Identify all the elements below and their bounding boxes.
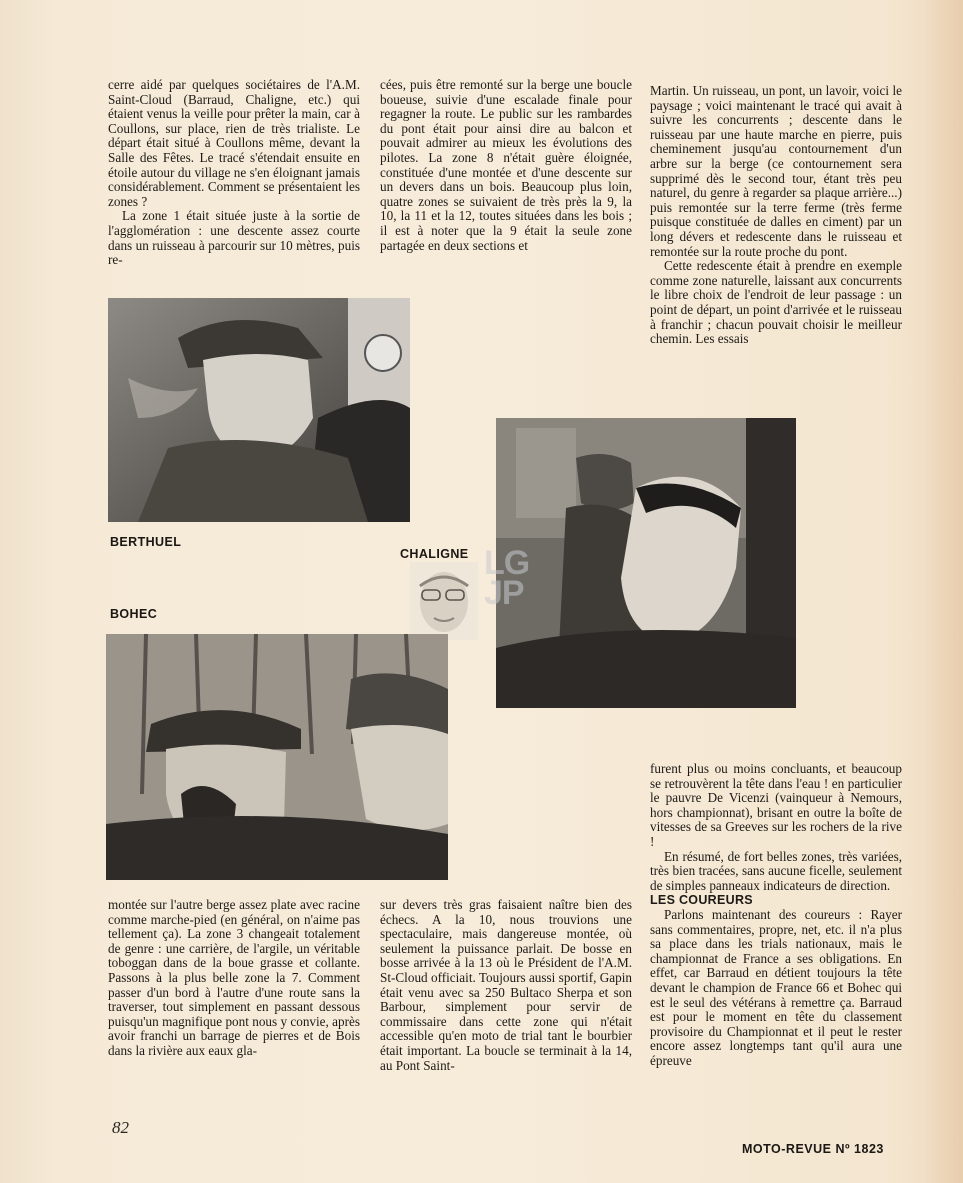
photo-bohec <box>106 634 448 880</box>
photo-berthuel-image <box>108 298 410 522</box>
paragraph: La zone 1 était située juste à la sortie de l'agglomération : une descente assez courte dans un ruisseau à parcourir sur 10 mètres, puis re- <box>108 208 360 268</box>
column-top-right <box>650 84 902 347</box>
caption-berthuel: BERTHUEL <box>110 535 182 549</box>
paragraph: sur devers très gras faisaient naître bien des échecs. A la 10, nous trouvions une spectaculaire, mais dangereuse montée, où seulement la puissance parlait. De bosse en bosse arrivée à la 13 où le Président de l'A.M. St-Cloud officiait. Toujours aussi sportif, Gapin était venu avec sa 250 Bultaco Sherpa et son Barbour, simplement pour servir de commissaire dans cette zone qui n'était accessible qu'en moto de trial tant le bourbier était important. La boucle se terminait à la 14, au Pont Saint- <box>380 897 632 1073</box>
caption-bohec: BOHEC <box>110 607 158 621</box>
column-middle-right <box>650 762 902 1068</box>
column-bottom-left <box>108 898 360 1059</box>
page-number: 82 <box>112 1118 129 1137</box>
photo-berthuel <box>108 298 410 522</box>
watermark-line: JP <box>484 574 524 612</box>
paragraph: Martin. Un ruisseau, un pont, un lavoir, voici le paysage ; voici maintenant le tracé qui avait à suivre les concurrents ; descente dans le ruisseau par une haute marche en pierre, puis cheminement jusqu'au contournement d'un arbre sur la berge (ce contournement sera supprimé dès le second tour, étant très peu naturel, du genre à regarder sa plaque arrière...) puis remontée sur la terre ferme (très ferme puisque constituée de dalles en ciment) par un long dévers et redescente dans le ruisseau et remontée sur la route proche du pont. <box>650 83 902 259</box>
column-bottom-middle <box>380 898 632 1073</box>
watermark-line: LG <box>484 544 530 582</box>
column-top-left <box>108 78 360 268</box>
paragraph: cées, puis être remonté sur la berge une boucle boueuse, suivie d'une escalade finale pour regagner la route. Le public sur les rambardes du pont était pour ainsi dire au balcon et pouvait admirer au mieux les évolutions des pilotes. La zone 8 n'était guère éloignée, constituée d'une montée et d'une descente sur un devers dans un bois. Beaucoup plus loin, quatre zones se suivaient de très près la 9, la 10, la 11 et la 12, toutes situées dans les bois ; il est à noter que la 9 était la seule zone partagée en deux sections et <box>380 77 632 253</box>
photo-bohec-image <box>106 634 448 880</box>
photo-chaligne-image <box>496 418 796 708</box>
caption-chaligne: CHALIGNE <box>400 547 469 561</box>
paragraph: Parlons maintenant des coureurs : Rayer sans commentaires, propre, net, etc. il n'a plus sa place dans les trials nationaux, mais le championnat de France a ses obligations. En effet, car Barraud en détient toujours la tête devant le champion de France 66 et Bohec qui est le seul des vétérans à remettre ça. Barraud est pour le moment en tête du classement provisoire du Championnat et il peut le rester encore assez longtemps tant qu'il aura une épreuve <box>650 906 902 1068</box>
paragraph: furent plus ou moins concluants, et beaucoup se retrouvèrent la tête dans l'eau ! en particulier le pauvre De Vicenzi (vainqueur à Nemours, hors championnat), brisant en outre la boîte de vitesses de sa Greeves sur les rochers de la rive ! <box>650 761 902 849</box>
column-top-middle <box>380 78 632 253</box>
magazine-footer: MOTO-REVUE Nº 1823 <box>742 1142 884 1156</box>
photo-chaligne-inset <box>410 562 478 640</box>
paragraph: En résumé, de fort belles zones, très variées, très bien tracées, sans aucune ficelle, seulement de simples panneaux indicateurs de direction. <box>650 848 902 893</box>
paragraph: Cette redescente était à prendre en exemple comme zone naturelle, laissant aux concurrents le libre choix de l'endroit de leur passage : un point de départ, un point d'arrivée et le ruisseau à franchir ; chacun pouvait choisir le meilleur chemin. Les essais <box>650 258 902 347</box>
section-heading-coureurs: LES COUREURS <box>650 893 753 908</box>
paragraph: montée sur l'autre berge assez plate avec racine comme marche-pied (en général, on n'aime pas tellement ça). La zone 3 changeait totalement de genre : une carrière, de l'argile, un véritable toboggan dans de la boue grasse et collante. Passons à la plus belle zone la 7. Comment passer d'un bord à l'autre d'une route sans la traverser, tout simplement en passant dessous puisqu'un magnifique pont nous y convie, après avoir franchi un barrage de pierres et de Bois dans la rivière aux eaux gla- <box>108 897 360 1058</box>
watermark <box>484 544 530 612</box>
photo-chaligne <box>496 418 796 708</box>
photo-chaligne-inset-image <box>410 562 478 640</box>
paragraph: cerre aidé par quelques sociétaires de l'A.M. Saint-Cloud (Barraud, Chaligne, etc.) qui étaient venus la veille pour prêter la main, car à Coullons, sur place, rien de très trialiste. Le départ était situé à Coullons même, devant la Salle des Fêtes. Le tracé s'étendait ensuite en étoile autour du village ne s'en éloignant jamais considérablement. Comment se présentaient les zones ? <box>108 77 360 209</box>
